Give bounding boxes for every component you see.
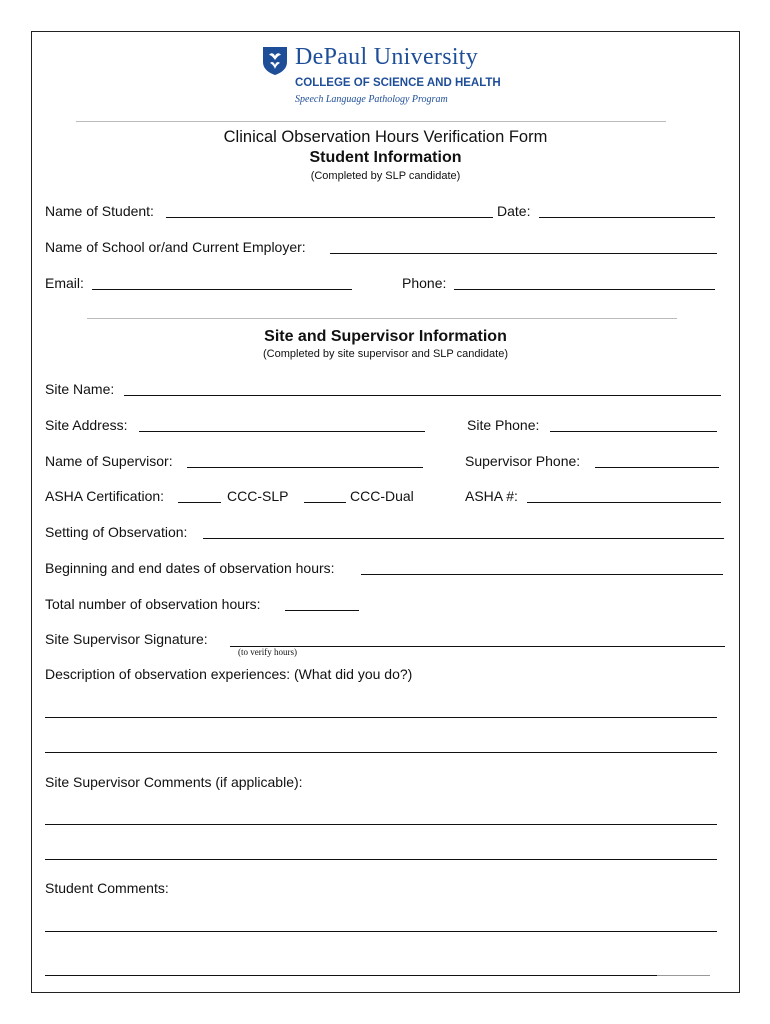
total-hours-field[interactable] — [285, 610, 359, 611]
email-field[interactable] — [92, 289, 352, 290]
student-comments-line-2-end — [657, 975, 710, 976]
form-title: Clinical Observation Hours Verification Form — [223, 128, 548, 146]
supervisor-phone-field[interactable] — [595, 467, 719, 468]
university-name: DePaul University — [295, 44, 479, 70]
school-employer-label: Name of School or/and Current Employer: — [45, 239, 306, 255]
supervisor-comments-label: Site Supervisor Comments (if applicable): — [45, 774, 303, 790]
supervisor-comments-line-2[interactable] — [45, 859, 717, 860]
site-phone-label: Site Phone: — [467, 417, 540, 433]
description-line-2[interactable] — [45, 752, 717, 753]
description-line-1[interactable] — [45, 717, 717, 718]
supervisor-comments-line-1[interactable] — [45, 824, 717, 825]
ccc-dual-checkline[interactable] — [304, 502, 346, 503]
ccc-slp-label: CCC-SLP — [227, 488, 289, 504]
setting-label: Setting of Observation: — [45, 524, 188, 540]
site-section-subtitle: (Completed by site supervisor and SLP candidate) — [263, 348, 508, 360]
asha-number-label: ASHA #: — [465, 488, 518, 504]
site-address-label: Site Address: — [45, 417, 128, 433]
name-of-student-field[interactable] — [166, 217, 493, 218]
observation-dates-field[interactable] — [361, 574, 723, 575]
email-label: Email: — [45, 275, 84, 291]
date-field[interactable] — [539, 217, 715, 218]
ccc-slp-checkline[interactable] — [178, 502, 221, 503]
phone-field[interactable] — [454, 289, 715, 290]
supervisor-phone-label: Supervisor Phone: — [465, 453, 581, 469]
total-hours-label: Total number of observation hours: — [45, 596, 261, 612]
date-label: Date: — [497, 203, 531, 219]
site-address-field[interactable] — [139, 431, 425, 432]
university-logo — [262, 44, 522, 114]
observation-dates-label: Beginning and end dates of observation hours: — [45, 560, 335, 576]
school-employer-field[interactable] — [330, 253, 717, 254]
program-name: Speech Language Pathology Program — [295, 94, 448, 105]
site-section-title: Site and Supervisor Information — [264, 328, 507, 345]
site-name-field[interactable] — [124, 395, 721, 396]
site-name-label: Site Name: — [45, 381, 115, 397]
ccc-dual-label: CCC-Dual — [350, 488, 414, 504]
description-label: Description of observation experiences: (What did you do?) — [45, 666, 413, 682]
supervisor-name-label: Name of Supervisor: — [45, 453, 173, 469]
asha-certification-label: ASHA Certification: — [45, 488, 165, 504]
phone-label: Phone: — [402, 275, 447, 291]
depaul-shield-icon — [262, 46, 288, 76]
site-phone-field[interactable] — [550, 431, 717, 432]
name-of-student-label: Name of Student: — [45, 203, 154, 219]
signature-field[interactable] — [230, 646, 725, 647]
student-comments-line-1[interactable] — [45, 931, 717, 932]
student-section-subtitle: (Completed by SLP candidate) — [310, 170, 461, 182]
student-comments-label: Student Comments: — [45, 880, 169, 896]
signature-label: Site Supervisor Signature: — [45, 631, 208, 647]
supervisor-name-field[interactable] — [187, 467, 423, 468]
signature-note: (to verify hours) — [238, 647, 297, 657]
setting-field[interactable] — [203, 538, 724, 539]
student-comments-line-2[interactable] — [45, 975, 657, 976]
college-name: COLLEGE OF SCIENCE AND HEALTH — [295, 77, 501, 89]
student-section-title: Student Information — [309, 149, 462, 166]
header-divider — [76, 121, 666, 122]
asha-number-field[interactable] — [527, 502, 721, 503]
section-divider — [87, 318, 677, 319]
